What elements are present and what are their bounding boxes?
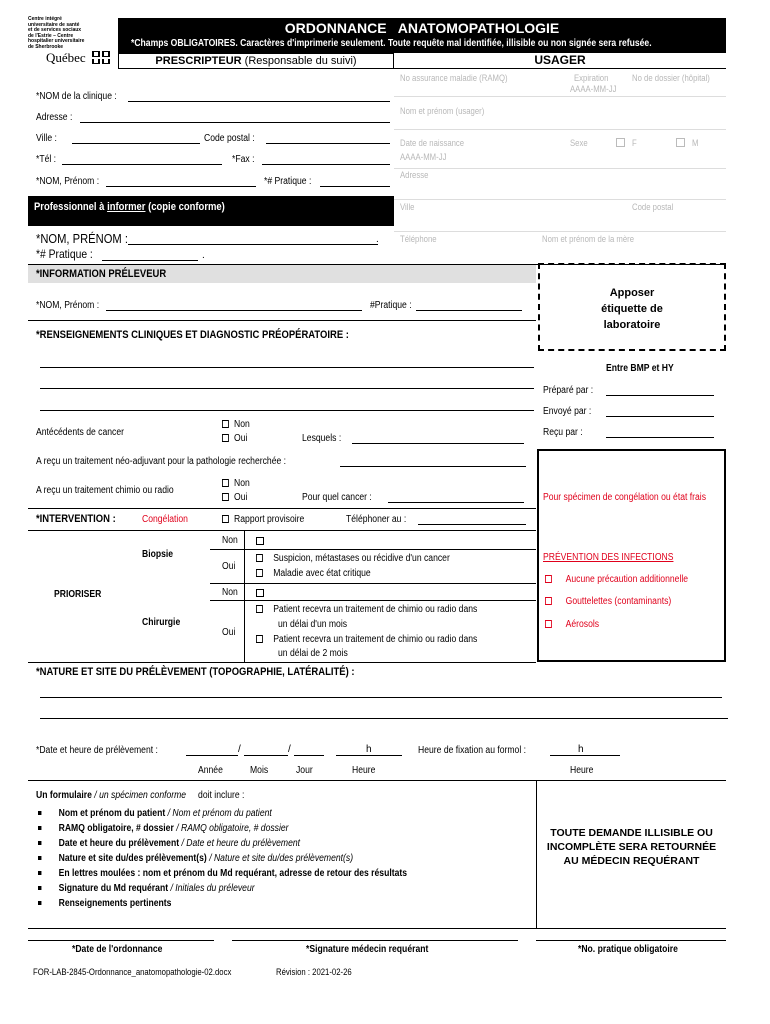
birthdate-label: Date de naissance <box>400 138 465 148</box>
nature-line-1[interactable] <box>40 697 722 698</box>
requirement-bold: En lettres moulées : nom et prénom du Md requérant, adresse de retour des résultats <box>58 868 408 879</box>
form-title: ORDONNANCE ANATOMOPATHOLOGIE <box>284 20 560 36</box>
requirement-bold: RAMQ obligatoire, # dossier <box>58 823 174 834</box>
clinic-name-field[interactable] <box>128 101 390 102</box>
prepared-by-label: Préparé par : <box>543 385 594 396</box>
checkbox-icon <box>222 493 229 501</box>
preleveur-license-field[interactable] <box>416 310 522 311</box>
prescriber-name-label: *NOM, Prénom : <box>36 176 100 187</box>
order-date-label: *Date de l'ordonnance <box>72 944 163 955</box>
lab-label-text <box>540 285 724 333</box>
usager-city-label: Ville <box>400 202 415 212</box>
clinical-line-3[interactable] <box>40 410 534 411</box>
infection-prevention-title: PRÉVENTION DES INFECTIONS <box>543 552 674 563</box>
date-separator: / <box>238 744 241 755</box>
informer-header <box>28 196 394 226</box>
birthdate-format: AAAA-MM-JJ <box>400 152 447 162</box>
sex-f-label: F <box>632 138 637 148</box>
informer-title <box>34 201 225 213</box>
fixation-hour-caption: Heure <box>570 765 594 776</box>
collection-year-field[interactable] <box>186 755 238 756</box>
requirement-italic: / Date et heure du prélèvement <box>179 838 301 849</box>
expiration-format: AAAA-MM-JJ <box>570 84 617 94</box>
usager-header: USAGER <box>534 53 586 67</box>
received-by-field[interactable] <box>606 437 714 438</box>
expiration-label: Expiration <box>574 73 609 83</box>
day-caption: Jour <box>296 765 313 776</box>
requirement-bold: Nom et prénom du patient <box>58 808 166 819</box>
surgery-oui-label: Oui <box>222 627 236 638</box>
option-label: Patient recevra un traitement de chimio ou radio dans <box>273 604 478 615</box>
checkbox-icon <box>545 597 552 605</box>
postal-code-field[interactable] <box>266 143 390 144</box>
surgery-non-label: Non <box>222 587 238 598</box>
phone-field[interactable] <box>62 164 222 165</box>
received-by-label: Reçu par : <box>543 427 583 438</box>
option-label: Rapport provisoire <box>234 514 305 525</box>
lab-label-line: laboratoire <box>603 319 661 331</box>
biopsy-option-2[interactable] <box>256 568 371 579</box>
biopsy-non-label: Non <box>222 535 238 546</box>
revision-date: Révision : 2021-02-26 <box>276 967 352 977</box>
form-subtitle: *Champs OBLIGATOIRES. Caractères d'imprimerie seulement. Toute requête mal identifiée, illisible ou non signée sera refusée. <box>131 38 652 49</box>
usager-phone-label: Téléphone <box>400 234 437 244</box>
frozen-specimen-text: Pour spécimen de congélation ou état frais <box>543 492 707 503</box>
hour-caption: Heure <box>352 765 376 776</box>
requirement-bold: Nature et site du/des prélèvement(s) <box>58 853 207 864</box>
surgery-non-checkbox[interactable] <box>256 588 270 599</box>
option-label: Oui <box>234 492 248 503</box>
chemo-label: A reçu un traitement chimio ou radio <box>36 485 174 496</box>
sent-by-label: Envoyé par : <box>543 406 592 417</box>
option-label: Suspicion, métastases ou récidive d'un cancer <box>273 553 450 564</box>
option-label: Aucune précaution additionnelle <box>565 574 689 585</box>
clinical-line-1[interactable] <box>40 367 534 368</box>
logo-org-name <box>28 17 108 51</box>
return-line: AU MÉDECIN REQUÉRANT <box>563 855 700 867</box>
logo-line: hospitalier universitaire <box>28 38 85 45</box>
surgery-option-1[interactable] <box>256 604 477 615</box>
signature-label: *Signature médecin requérant <box>306 944 429 955</box>
address-field[interactable] <box>80 122 390 123</box>
fixation-separator: h <box>578 744 584 755</box>
cancer-history-oui[interactable] <box>222 433 247 444</box>
informer-title-b: informer <box>107 201 146 213</box>
requirement-bold: Renseignements pertinents <box>58 898 172 909</box>
signature-field[interactable] <box>232 940 518 941</box>
postal-code-label: Code postal : <box>204 133 255 144</box>
bmp-title: Entre BMP et HY <box>606 363 674 374</box>
surgery-option-2[interactable] <box>256 634 477 645</box>
logo-line: de l'Estrie – Centre <box>28 32 74 39</box>
preleveur-title: *INFORMATION PRÉLEVEUR <box>36 268 167 280</box>
congelation-label: Congélation <box>142 514 188 525</box>
requirement-italic: / Nom et prénom du patient <box>165 808 272 819</box>
collection-month-field[interactable] <box>244 755 288 756</box>
checkbox-icon <box>256 569 263 577</box>
nature-title: *NATURE ET SITE DU PRÉLÈVEMENT (TOPOGRAPHIE, LATÉRALITÉ) : <box>36 666 355 678</box>
form-requirements-intro <box>36 790 244 801</box>
city-label: Ville : <box>36 133 57 144</box>
license-number-label: *No. pratique obligatoire <box>578 944 678 955</box>
prescriber-name-field[interactable] <box>106 186 256 187</box>
return-notice <box>537 826 726 868</box>
organization-logo <box>28 17 118 65</box>
biopsy-oui-label: Oui <box>222 561 236 572</box>
header-bar <box>118 18 726 53</box>
neoadjuvant-field[interactable] <box>340 466 526 467</box>
surgery-label: Chirurgie <box>142 617 181 628</box>
quebec-flag-icon <box>92 51 110 64</box>
which-cancer-label: Pour quel cancer : <box>302 492 372 503</box>
surgery-option-2b: un délai de 2 mois <box>278 648 348 659</box>
preleveur-name-field[interactable] <box>106 310 362 311</box>
cancer-which-label: Lesquels : <box>302 433 342 444</box>
phone-label: *Tél : <box>36 154 57 165</box>
prescripteur-header <box>118 53 394 69</box>
precaution-aerosols[interactable] <box>545 619 599 630</box>
hour-separator: h <box>366 744 372 755</box>
cancer-which-field[interactable] <box>352 443 524 444</box>
checkbox-icon <box>222 434 229 442</box>
biopsy-non-checkbox[interactable] <box>256 536 270 547</box>
prepared-by-field[interactable] <box>606 395 714 396</box>
intro-b: / un spécimen conforme <box>91 790 187 801</box>
provisional-report[interactable] <box>222 514 304 525</box>
intro-c: doit inclure : <box>198 790 245 801</box>
collection-hour-field[interactable] <box>336 755 402 756</box>
dossier-label: No de dossier (hôpital) <box>632 73 710 83</box>
usager-box <box>394 68 726 264</box>
informer-title-a: Professionnel à <box>34 201 108 213</box>
order-date-field[interactable] <box>28 940 214 941</box>
sex-f-checkbox[interactable] <box>616 138 625 147</box>
clinical-line-2[interactable] <box>40 388 534 389</box>
sent-by-field[interactable] <box>606 416 714 417</box>
informer-license-field[interactable] <box>102 260 198 261</box>
logo-line: et de services sociaux <box>28 27 82 34</box>
prescriber-license-field[interactable] <box>320 186 390 187</box>
fixation-label: Heure de fixation au formol : <box>418 745 527 756</box>
usager-name-label: Nom et prénom (usager) <box>400 106 485 116</box>
which-cancer-field[interactable] <box>388 502 524 503</box>
precaution-droplets[interactable] <box>545 596 671 607</box>
checkbox-icon <box>256 537 264 545</box>
checkbox-icon <box>256 635 263 643</box>
requirement-bold: Signature du Md requérant <box>58 883 169 894</box>
lab-label-line: Apposer <box>609 287 655 299</box>
frozen-specimen-box <box>537 449 726 662</box>
biopsy-label: Biopsie <box>142 549 174 560</box>
cancer-history-label: Antécédents de cancer <box>36 427 124 438</box>
license-number-field[interactable] <box>536 940 726 941</box>
surgery-option-1b: un délai d'un mois <box>278 619 348 630</box>
usager-postal-label: Code postal <box>632 202 674 212</box>
preleveur-license-label: #Pratique : <box>370 300 412 311</box>
requirement-item <box>38 823 289 834</box>
logo-quebec: Québec <box>46 50 86 65</box>
checkbox-icon <box>222 420 229 428</box>
call-label: Téléphoner au : <box>346 514 407 525</box>
precaution-none[interactable] <box>545 574 688 585</box>
informer-license-label: *# Pratique : <box>36 247 93 261</box>
requirement-italic: / RAMQ obligatoire, # dossier <box>173 823 289 834</box>
intro-a: Un formulaire <box>36 790 92 801</box>
city-field[interactable] <box>72 143 200 144</box>
preleveur-name-label: *NOM, Prénom : <box>36 300 100 311</box>
requirement-item <box>38 808 272 819</box>
lab-label-area <box>538 263 726 351</box>
requirement-item <box>38 868 407 879</box>
informer-name-label: *NOM, PRÉNOM : <box>36 231 128 246</box>
option-label: Non <box>234 478 250 489</box>
fixation-hour-field[interactable] <box>550 755 620 756</box>
sex-m-label: M <box>692 138 699 148</box>
call-field[interactable] <box>418 524 526 525</box>
informer-name-field[interactable] <box>128 244 378 245</box>
collection-date-label: *Date et heure de prélèvement : <box>36 745 158 756</box>
requirement-item <box>38 838 300 849</box>
neoadjuvant-label: A reçu un traitement néo-adjuvant pour la pathologie recherchée : <box>36 456 287 467</box>
checkbox-icon <box>222 515 229 523</box>
prescriber-license-label: *# Pratique : <box>264 176 312 187</box>
mother-name-label: Nom et prénom de la mère <box>542 234 635 244</box>
informer-title-c: (copie conforme) <box>145 201 225 213</box>
intervention-label: *INTERVENTION : <box>36 513 116 525</box>
biopsy-option-1[interactable] <box>256 553 450 564</box>
option-label: Aérosols <box>565 619 600 630</box>
checkbox-icon <box>256 589 264 597</box>
sex-m-checkbox[interactable] <box>676 138 685 147</box>
requirement-item <box>38 898 171 909</box>
checkbox-icon <box>545 575 552 583</box>
requirement-bold: Date et heure du prélèvement <box>58 838 180 849</box>
option-label: Maladie avec état critique <box>273 568 371 579</box>
chemo-non[interactable] <box>222 478 250 489</box>
usager-address-label: Adresse <box>400 170 429 180</box>
prescripteur-title: PRESCRIPTEUR <box>155 55 242 67</box>
option-label: Gouttelettes (contaminants) <box>565 596 672 607</box>
checkbox-icon <box>545 620 552 628</box>
fax-label: *Fax : <box>232 154 255 165</box>
checkbox-icon <box>256 605 263 613</box>
month-caption: Mois <box>250 765 269 776</box>
nature-line-2[interactable] <box>40 718 728 719</box>
option-label: Patient recevra un traitement de chimio ou radio dans <box>273 634 478 645</box>
return-line: TOUTE DEMANDE ILLISIBLE OU <box>550 827 713 839</box>
option-label: Oui <box>234 433 248 444</box>
collection-day-field[interactable] <box>294 755 324 756</box>
requirement-italic: / Initiales du préleveur <box>168 883 255 894</box>
clinical-info-title: *RENSEIGNEMENTS CLINIQUES ET DIAGNOSTIC PRÉOPÉRATOIRE : <box>36 329 349 341</box>
clinic-name-label: *NOM de la clinique : <box>36 91 117 102</box>
checkbox-icon <box>256 554 263 562</box>
requirement-item <box>38 883 255 894</box>
cancer-history-non[interactable] <box>222 419 250 430</box>
ramq-label: No assurance maladie (RAMQ) <box>400 73 508 83</box>
option-label: Non <box>234 419 250 430</box>
requirement-italic: / Nature et site du/des prélèvement(s) <box>206 853 354 864</box>
logo-line: Centre intégré <box>28 16 62 22</box>
prioriser-label: PRIORISER <box>54 589 102 600</box>
checkbox-icon <box>222 479 229 487</box>
address-label: Adresse : <box>36 112 73 123</box>
return-line: INCOMPLÈTE SERA RETOURNÉE <box>546 841 717 853</box>
year-caption: Année <box>198 765 223 776</box>
chemo-oui[interactable] <box>222 492 247 503</box>
sex-label: Sexe <box>570 138 588 148</box>
requirement-item <box>38 853 353 864</box>
logo-line: de Sherbrooke <box>28 43 64 50</box>
lab-label-line: étiquette de <box>601 303 663 315</box>
date-separator: / <box>288 744 291 755</box>
prescripteur-note: (Responsable du suivi) <box>244 55 357 67</box>
fax-field[interactable] <box>262 164 390 165</box>
logo-line: universitaire de santé <box>28 21 80 28</box>
form-code: FOR-LAB-2845-Ordonnance_anatomopathologie-02.docx <box>33 967 232 977</box>
